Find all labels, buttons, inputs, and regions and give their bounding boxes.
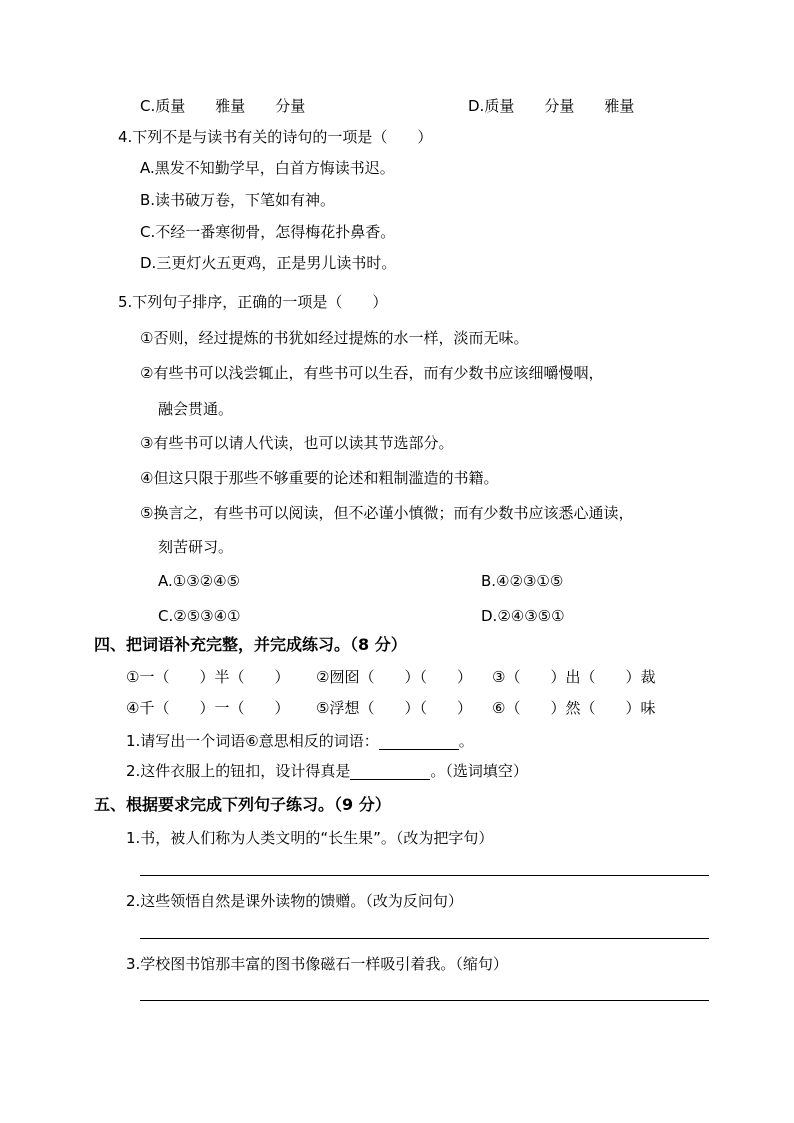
section-4-question-1: [126, 732, 474, 750]
answer-line-2[interactable]: [140, 938, 709, 939]
q5-option-a: A.①③②④⑤: [158, 572, 241, 590]
idiom-2: ②囫囵（ ）（ ）: [316, 668, 472, 686]
section-4-title: 四、把词语补充完整，并完成练习。（8 分）: [94, 635, 407, 654]
question-4-stem: 4.下列不是与读书有关的诗句的一项是（ ）: [118, 128, 433, 146]
q5-option-c: C.②⑤③④①: [158, 607, 241, 625]
q5-sentence-4: ④但这只限于那些不够重要的论述和粗制滥造的书籍。: [140, 469, 499, 487]
q5-sentence-2-cont: 融会贯通。: [158, 400, 234, 418]
idiom-6: ⑥（ ）然（ ）味: [492, 699, 656, 717]
q4-option-d: D.三更灯火五更鸡，正是男儿读书时。: [140, 254, 397, 272]
section-5-question-1: 1.书，被人们称为人类文明的“长生果”。（改为把字句）: [126, 829, 494, 847]
idiom-3: ③（ ）出（ ）裁: [492, 668, 656, 686]
idiom-5: ⑤浮想（ ）（ ）: [316, 699, 472, 717]
q5-sentence-5: ⑤换言之，有些书可以阅读，但不必谨小慎微；而有少数书应该悉心通读，: [140, 504, 634, 522]
q5-sentence-1: ①否则，经过提炼的书犹如经过提炼的水一样，淡而无味。: [140, 329, 529, 347]
answer-line-1[interactable]: [140, 875, 709, 876]
q4-option-a: A.黑发不知勤学早，白首方悔读书迟。: [140, 159, 395, 177]
section-4-question-2: [126, 762, 528, 780]
q2-end: 。（选词填空）: [430, 762, 528, 780]
q5-sentence-3: ③有些书可以请人代读，也可以读其节选部分。: [140, 434, 454, 452]
question-5-stem: 5.下列句子排序，正确的一项是（ ）: [118, 293, 388, 311]
idiom-4: ④千（ ）一（ ）: [126, 699, 290, 717]
section-5-title: 五、根据要求完成下列句子练习。（9 分）: [94, 795, 391, 814]
answer-line-3[interactable]: [140, 1000, 709, 1001]
q1-blank[interactable]: [379, 735, 459, 750]
q5-option-d: D.②④③⑤①: [481, 607, 565, 625]
q5-sentence-5-cont: 刻苦研习。: [158, 538, 234, 556]
q2-blank[interactable]: [350, 765, 430, 780]
q4-option-b: B.读书破万卷，下笔如有神。: [140, 191, 336, 209]
section-5-question-2: 2.这些领悟自然是课外读物的馈赠。（改为反问句）: [126, 892, 463, 910]
option-d: D.质量 分量 雅量: [468, 97, 635, 115]
idiom-1: ①一（ ）半（ ）: [126, 668, 290, 686]
q5-option-b: B.④②③①⑤: [481, 572, 564, 590]
q1-end: 。: [458, 732, 474, 750]
q4-option-c: C.不经一番寒彻骨，怎得梅花扑鼻香。: [140, 223, 396, 241]
q5-sentence-2: ②有些书可以浅尝辄止，有些书可以生吞，而有少数书应该细嚼慢咽，: [140, 364, 604, 382]
q1-prompt: 1.请写出一个词语⑥意思相反的词语：: [126, 732, 379, 750]
option-c: C.质量 雅量 分量: [140, 97, 306, 115]
section-5-question-3: 3.学校图书馆那丰富的图书像磁石一样吸引着我。（缩句）: [126, 955, 508, 973]
q2-prompt: 2.这件衣服上的钮扣，设计得真是: [126, 762, 351, 780]
